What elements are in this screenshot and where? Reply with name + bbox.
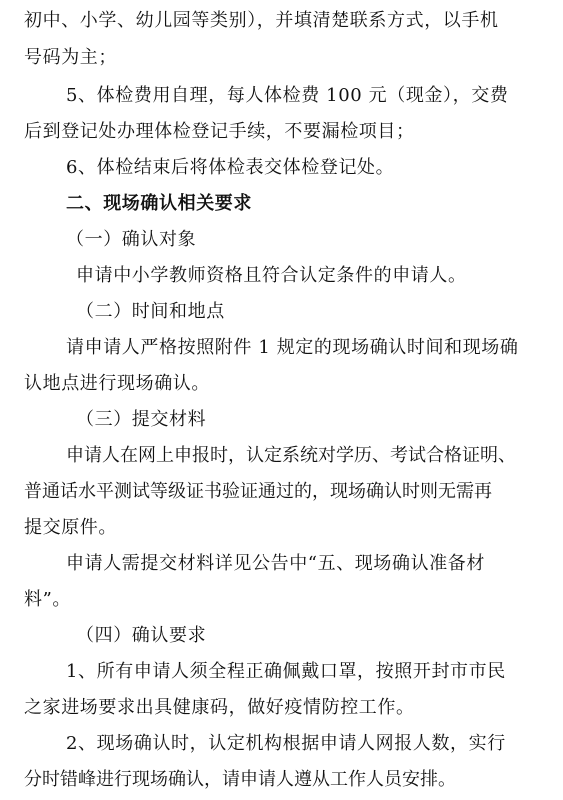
text-line-13: 料”。 (24, 589, 72, 610)
text-line-6: 申请中小学教师资格且符合认定条件的申请人。 (76, 265, 467, 286)
text-line-17: 分时错峰进行现场确认，请申请人遵从工作人员安排。 (24, 769, 456, 790)
text-line-16: 2、现场确认时，认定机构根据申请人网报人数，实行 (66, 733, 506, 754)
text-line-14: 1、所有申请人须全程正确佩戴口罩，按照开封市市民 (66, 661, 506, 682)
subheading-3: （三）提交材料 (76, 409, 207, 430)
text-line-8: 认地点进行现场确认。 (24, 373, 210, 394)
text-line-11: 提交原件。 (24, 517, 117, 538)
section-heading-2: 二、现场确认相关要求 (66, 193, 252, 214)
subheading-2: （二）时间和地点 (76, 301, 225, 322)
text-line-15: 之家进场要求出具健康码，做好疫情防控工作。 (24, 697, 415, 718)
subheading-4: （四）确认要求 (76, 625, 207, 646)
text-line-2: 号码为主； (24, 47, 117, 68)
text-line-1: 初中、小学、幼儿园等类别），并填清楚联系方式，以手机 (24, 10, 499, 31)
text-line-10: 普通话水平测试等级证书验证通过的，现场确认时则无需再 (24, 481, 492, 502)
text-line-9: 申请人在网上申报时，认定系统对学历、考试合格证明、 (66, 445, 516, 466)
text-line-5: 6、体检结束后将体检表交体检登记处。 (66, 157, 395, 178)
text-line-3: 5、体检费用自理，每人体检费 100 元（现金），交费 (66, 85, 509, 106)
text-line-12: 申请人需提交材料详见公告中“五、现场确认准备材 (66, 553, 485, 574)
text-line-4: 后到登记处办理体检登记手续，不要漏检项目； (24, 121, 415, 142)
subheading-1: （一）确认对象 (66, 229, 197, 250)
text-line-7: 请申请人严格按照附件 1 规定的现场确认时间和现场确 (66, 337, 519, 358)
